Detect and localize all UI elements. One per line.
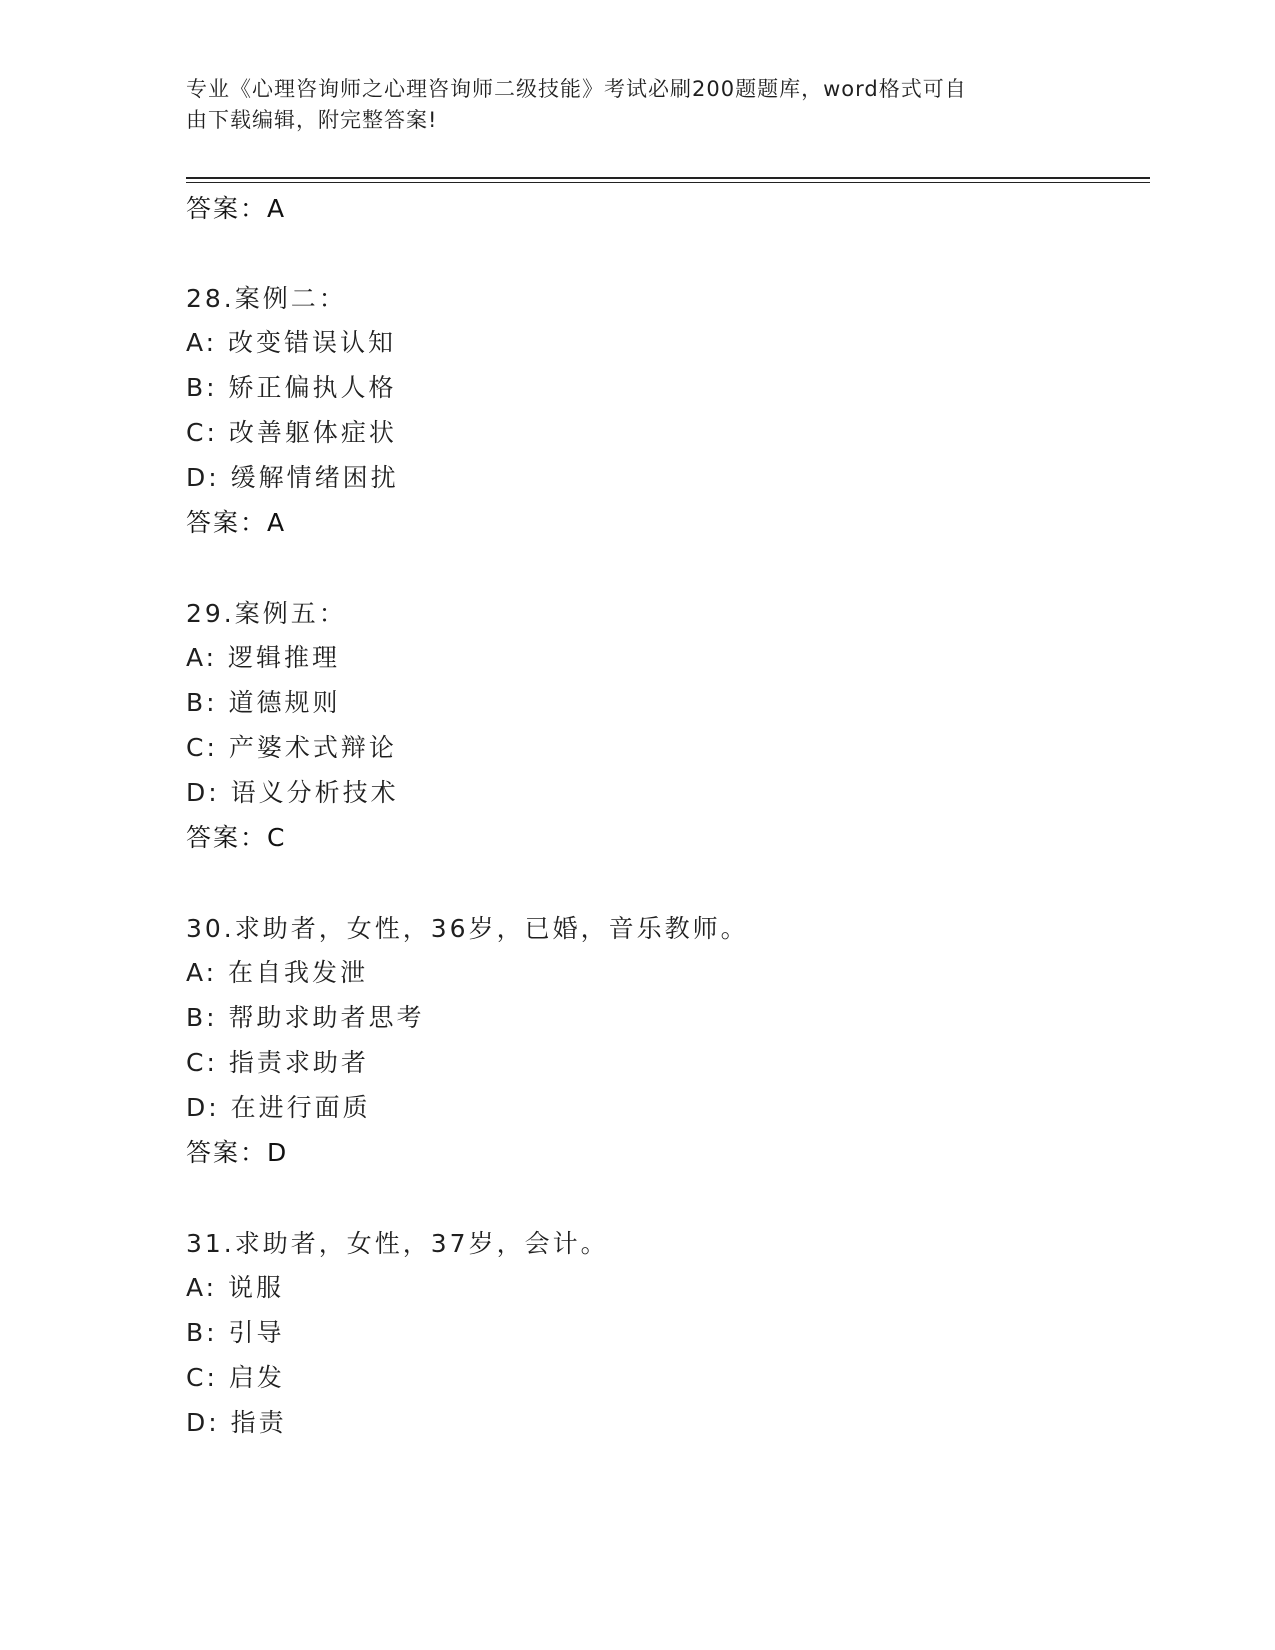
header-rule-thin xyxy=(186,182,1150,183)
header-title-line-2: 由下载编辑，附完整答案! xyxy=(186,108,438,132)
question-31-option-a: A: 说服 xyxy=(186,1273,285,1302)
answer-prev: 答案：A xyxy=(186,194,287,223)
document-header xyxy=(186,74,1066,136)
question-28-stem: 28.案例二： xyxy=(186,284,347,313)
question-29-stem: 29.案例五： xyxy=(186,599,347,628)
question-31-option-d: D: 指责 xyxy=(186,1408,287,1437)
question-30-stem: 30.求助者，女性，36岁，已婚，音乐教师。 xyxy=(186,914,749,943)
question-30-option-d: D: 在进行面质 xyxy=(186,1093,371,1122)
question-31-option-c: C: 启发 xyxy=(186,1363,285,1392)
question-31-option-b: B: 引导 xyxy=(186,1318,285,1347)
question-28-option-b: B: 矫正偏执人格 xyxy=(186,373,397,402)
question-29-option-a: A: 逻辑推理 xyxy=(186,643,341,672)
question-28-option-a: A: 改变错误认知 xyxy=(186,328,397,357)
question-30-option-a: A: 在自我发泄 xyxy=(186,958,369,987)
question-31-stem: 31.求助者，女性，37岁，会计。 xyxy=(186,1229,609,1258)
question-30-answer: 答案：D xyxy=(186,1138,289,1167)
question-28-option-c: C: 改善躯体症状 xyxy=(186,418,397,447)
question-29-answer: 答案：C xyxy=(186,823,287,852)
question-29-option-d: D: 语义分析技术 xyxy=(186,778,399,807)
question-28-option-d: D: 缓解情绪困扰 xyxy=(186,463,399,492)
header-rule-thick xyxy=(186,177,1150,179)
question-28-answer: 答案：A xyxy=(186,508,287,537)
header-title-line-1: 专业《心理咨询师之心理咨询师二级技能》考试必刷200题题库，word格式可自 xyxy=(186,77,967,101)
question-30-option-c: C: 指责求助者 xyxy=(186,1048,369,1077)
question-29-option-c: C: 产婆术式辩论 xyxy=(186,733,397,762)
question-30-option-b: B: 帮助求助者思考 xyxy=(186,1003,425,1032)
question-29-option-b: B: 道德规则 xyxy=(186,688,341,717)
